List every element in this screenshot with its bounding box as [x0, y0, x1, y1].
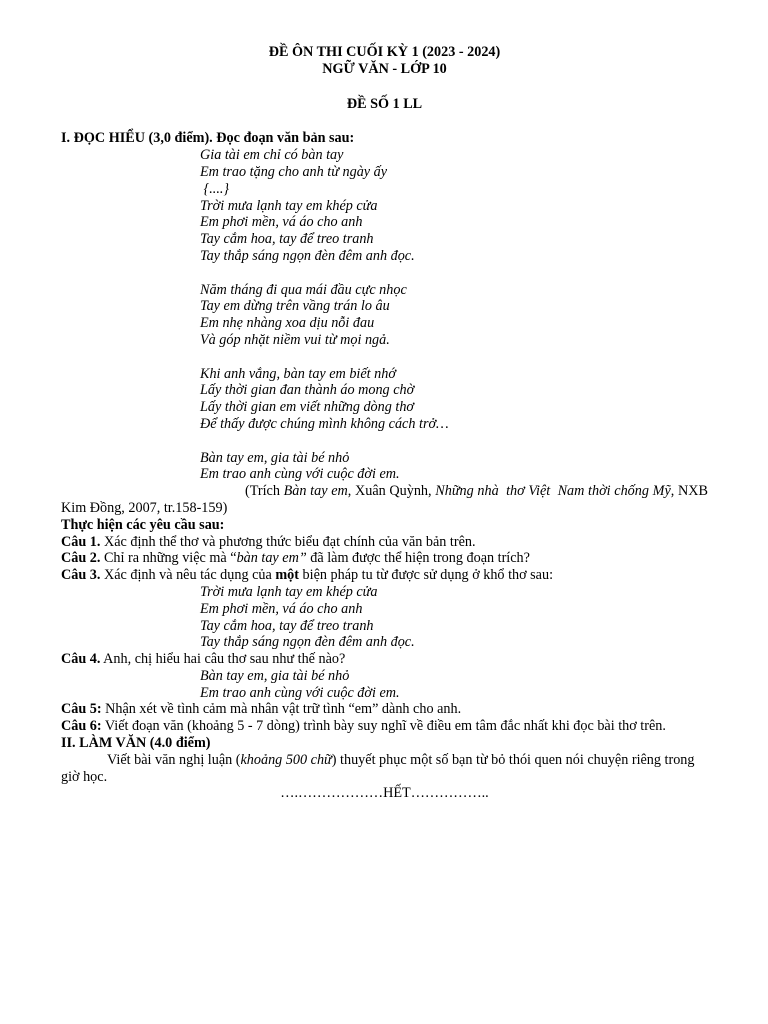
question-label: Câu 1.: [61, 533, 101, 550]
poem-line: Tay thắp sáng ngọn đèn đêm anh đọc.: [200, 247, 415, 264]
poem-line: {....}: [200, 180, 230, 197]
essay-text: ) thuyết phục một số bạn từ bỏ thói quen nói chuyện riêng trong giờ học.: [61, 751, 695, 785]
poem-line: Em trao tặng cho anh từ ngày ấy: [200, 163, 388, 180]
question-4: [61, 651, 708, 668]
poem-line: Bàn tay em, gia tài bé nhỏ: [200, 449, 350, 466]
question-emphasis: một: [275, 567, 299, 584]
poem-line: Em phơi mền, vá áo cho anh: [200, 600, 363, 617]
poem-line: Tay em dừng trên vầng trán lo âu: [200, 298, 390, 315]
poem-line: Khi anh vắng, bàn tay em biết nhớ: [200, 365, 396, 382]
citation-sep: , Xuân Quỳnh,: [347, 483, 436, 500]
question-label: Câu 5:: [61, 701, 102, 718]
part1-heading: I. ĐỌC HIỂU (3,0 điểm). Đọc đoạn văn bản sau:: [61, 130, 355, 147]
essay-prompt: [61, 752, 708, 786]
poem-line: Em trao anh cùng với cuộc đời em.: [200, 466, 400, 483]
poem: [200, 147, 708, 483]
question-5: [61, 701, 708, 718]
poem-line: Để thấy được chúng mình không cách trở…: [200, 415, 449, 432]
tasks-heading: Thực hiện các yêu cầu sau:: [61, 516, 225, 533]
question-label: Câu 6:: [61, 718, 102, 735]
essay-emphasis: khoảng 500 chữ: [240, 751, 332, 768]
poem-line: Tay thắp sáng ngọn đèn đêm anh đọc.: [200, 634, 415, 651]
exam-page: [61, 44, 708, 802]
poem-line: Em phơi mền, vá áo cho anh: [200, 214, 363, 231]
citation-work: Bàn tay em: [283, 483, 348, 500]
poem-line: Lấy thời gian đan thành áo mong chờ: [200, 382, 415, 399]
quoted-lines: [200, 668, 708, 702]
poem-line: Bàn tay em, gia tài bé nhỏ: [200, 667, 350, 684]
poem-line: Gia tài em chỉ có bàn tay: [200, 147, 344, 164]
citation-open: (Trích: [245, 483, 284, 500]
citation-collection: Những nhà thơ Việt Nam thời chống Mỹ: [435, 483, 671, 500]
stanza-gap: [200, 433, 708, 450]
question-text: biện pháp tu từ được sử dụng ở khổ thơ sau:: [298, 567, 554, 584]
question-text: Xác định và nêu tác dụng của: [100, 567, 276, 584]
question-label: Câu 3.: [61, 567, 101, 584]
question-6: [61, 718, 708, 735]
part2-heading: II. LÀM VĂN (4.0 điểm): [61, 735, 211, 752]
title-line-2: NGỮ VĂN - LỚP 10: [322, 60, 447, 77]
question-text: Chỉ ra những việc mà “: [100, 550, 237, 567]
question-emphasis: bàn tay em”: [236, 550, 307, 567]
poem-line: Em nhẹ nhàng xoa dịu nỗi đau: [200, 315, 375, 332]
stanza-gap: [200, 349, 708, 366]
question-label: Câu 4.: [61, 651, 101, 668]
poem-line: Trời mưa lạnh tay em khép cửa: [200, 583, 378, 600]
question-label: Câu 2.: [61, 550, 101, 567]
question-text: Nhận xét về tình cảm mà nhân vật trữ tình “em” dành cho anh.: [101, 701, 462, 718]
citation: [61, 483, 708, 517]
poem-line: Năm tháng đi qua mái đầu cực nhọc: [200, 281, 407, 298]
question-2: [61, 550, 708, 567]
end-marker: ….………………HẾT……………..: [280, 785, 489, 802]
question-3: [61, 567, 708, 584]
essay-text: Viết bài văn nghị luận (: [107, 751, 241, 768]
poem-line: Tay cắm hoa, tay để treo tranh: [200, 617, 374, 634]
citation-rest: , NXB Kim Đồng, 2007, tr.158-159): [61, 483, 708, 516]
exam-code: ĐỀ SỐ 1 LL: [346, 95, 423, 112]
poem-line: Trời mưa lạnh tay em khép cửa: [200, 197, 378, 214]
poem-line: Lấy thời gian em viết những dòng thơ: [200, 399, 414, 416]
question-text: đã làm được thể hiện trong đoạn trích?: [306, 550, 530, 567]
stanza-gap: [200, 265, 708, 282]
quoted-stanza: [200, 584, 708, 651]
question-1: [61, 534, 708, 551]
poem-line: Em trao anh cùng với cuộc đời em.: [200, 684, 400, 701]
question-text: Xác định thể thơ và phương thức biểu đạt chính của văn bản trên.: [100, 533, 476, 550]
title-line-1: ĐỀ ÔN THI CUỐI KỲ 1 (2023 - 2024): [268, 44, 501, 60]
question-text: Viết đoạn văn (khoảng 5 - 7 dòng) trình bày suy nghĩ về điều em tâm đắc nhất khi đọc bài thơ trên.: [101, 718, 666, 735]
poem-line: Và góp nhặt niềm vui từ mọi ngả.: [200, 331, 390, 348]
poem-line: Tay cắm hoa, tay để treo tranh: [200, 231, 374, 248]
question-text: Anh, chị hiểu hai câu thơ sau như thế nào?: [100, 651, 346, 668]
